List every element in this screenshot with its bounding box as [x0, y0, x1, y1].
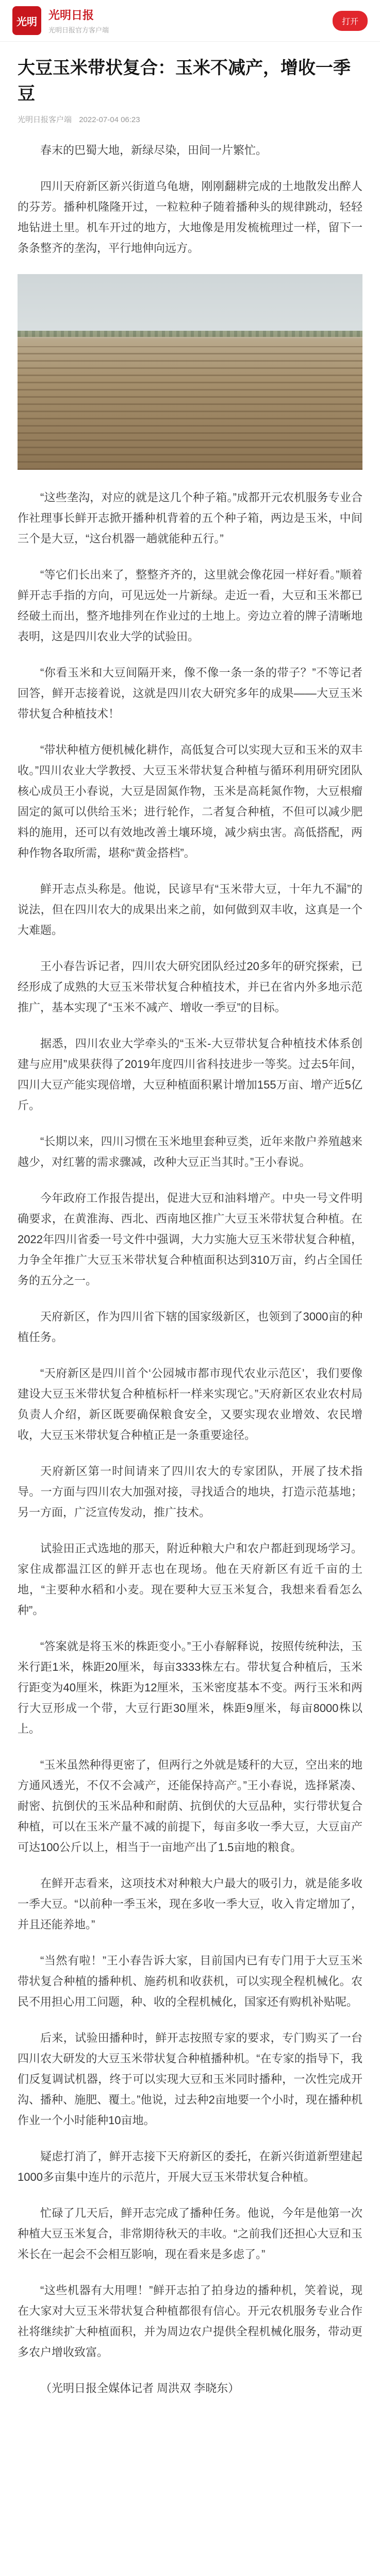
paragraph: 忙碌了几天后，鲜开志完成了播种任务。他说，今年是他第一次种植大豆玉米复合，非常期待秋天的丰收。“之前我们还担心大豆和玉米长在一起会不会相互影响，现在看来是多虑了。” — [18, 2207, 362, 2261]
paragraph: 在鲜开志看来，这项技术对种粮大户最大的吸引力，就是能多收一季大豆。“以前种一季玉米，现在多收一季大豆，收入肯定增加了，并且还能养地。” — [18, 1877, 362, 1931]
app-tagline: 光明日报官方客户端 — [48, 26, 109, 34]
paragraph: （光明日报全媒体记者 周洪双 李晓东） — [40, 2382, 240, 2395]
paragraph: “天府新区是四川首个‘公园城市都市现代农业示范区’，我们要像建设大豆玉米带状复合种植标杆一样来实现它。”天府新区农业农村局负责人介绍，新区既要确保粮食安全，又要实现农业增效、农民增收，大豆玉米带状复合种植正是一条重要途径。 — [18, 1367, 362, 1442]
field-photo — [18, 274, 362, 470]
paragraph: “这些机器有大用哩！”鲜开志拍了拍身边的播种机，笑着说，现在大家对大豆玉米带状复合种植都很有信心。开元农机服务专业合作社将继续扩大种植面积，并为周边农户提供全程机械化服务，带动更多农户增收致富。 — [18, 2284, 362, 2359]
article — [0, 42, 380, 2399]
paragraph: “等它们长出来了，整整齐齐的，这里就会像花园一样好看。”顺着鲜开志手指的方向，可见远处一片新绿。走近一看，大豆和玉米都已经破土而出，整齐地排列在作业过的土地上。旁边立着的牌子清晰地表明，这是四川农业大学的试验田。 — [18, 568, 362, 643]
field-rows — [18, 346, 362, 470]
paragraph: 天府新区第一时间请来了四川农大的专家团队，开展了技术指导。一方面与四川农大加强对接，寻找适合的地块，打造示范基地；另一方面，广泛宣传发动，推广技术。 — [18, 1465, 362, 1519]
paragraph: 王小春告诉记者，四川农大研究团队经过20多年的研究探索，已经形成了成熟的大豆玉米带状复合种植技术，并已在省内外多地示范推广，基本实现了“玉米不减产、增收一季豆”的目标。 — [18, 960, 362, 1014]
app-header — [0, 0, 380, 42]
paragraph: “带状种植方便机械化耕作，高低复合可以实现大豆和玉米的双丰收。”四川农业大学教授、大豆玉米带状复合种植与循环利用研究团队核心成员王小春说，大豆是固氮作物，玉米是高耗氮作物，大豆根瘤固定的氮可以供给玉米；进行轮作，二者复合种植，不但可以减少肥料的施用，还可以有效地改善土壤环境，减少病虫害。高低搭配，两种作物各取所需，堪称“黄金搭档”。 — [18, 743, 362, 859]
article-meta — [18, 114, 362, 125]
tree-line — [18, 331, 362, 337]
paragraph: 后来，试验田播种时，鲜开志按照专家的要求，专门购买了一台四川农大研发的大豆玉米带状复合种植播种机。“在专家的指导下，我们反复调试机器，终于可以实现大豆和玉米同时播种，一次性完成开沟、播种、施肥、覆土。”他说，过去种2亩地要一个小时，现在播种机作业一个小时能种10亩地。 — [18, 2031, 362, 2127]
article-source: 光明日报客户端 — [18, 115, 72, 124]
paragraph: 天府新区，作为四川省下辖的国家级新区，也领到了3000亩的种植任务。 — [18, 1310, 362, 1344]
paragraph: “这些垄沟，对应的就是这几个种子箱。”成都开元农机服务专业合作社理事长鲜开志掀开播种机背着的五个种子箱，两边是玉米，中间三个是大豆，“这台机器一趟就能种五行。” — [18, 491, 362, 545]
paragraph: 据悉，四川农业大学牵头的“玉米-大豆带状复合种植技术体系创建与应用”成果获得了2019年度四川省科技进步一等奖。过去5年间，四川大豆产能实现倍增，大豆种植面积累计增加155万亩、增产近5亿斤。 — [18, 1037, 362, 1112]
paragraph: 春末的巴蜀大地，新绿尽染，田间一片繁忙。 — [40, 144, 268, 157]
article-date: 2022-07-04 06:23 — [79, 115, 140, 124]
paragraph: 疑虑打消了，鲜开志接下天府新区的委托，在新兴街道新塑建起1000多亩集中连片的示范片，开展大豆玉米带状复合种植。 — [18, 2150, 362, 2183]
paragraph: “答案就是将玉米的株距变小。”王小春解释说，按照传统种法，玉米行距1米，株距20厘米，每亩3333株左右。带状复合种植后，玉米行距变为40厘米，株距为12厘米，玉米密度基本不变。两行玉米和两行大豆形成一个带，大豆行距30厘米，株距9厘米，每亩8000株以上。 — [18, 1640, 362, 1735]
paragraph: “当然有啦！”王小春告诉大家，目前国内已有专门用于大豆玉米带状复合种植的播种机、施药机和收获机，可以实现全程机械化。农民不用担心用工问题，种、收的全程机械化，国家还有购机补贴呢。 — [18, 1954, 362, 2008]
app-logo: 光明 — [12, 6, 41, 35]
paragraph: “玉米虽然种得更密了，但两行之外就是矮秆的大豆，空出来的地方通风透光，不仅不会减产，还能保持高产。”王小春说，选择紧凑、耐密、抗倒伏的玉米品种和耐荫、抗倒伏的大豆品种，实行带状复合种植，可以在玉米产量不减的前提下，每亩多收一季大豆，大豆亩产可达100公斤以上，相当于一亩地产出了1.5亩地的粮食。 — [18, 1758, 362, 1854]
paragraph: 四川天府新区新兴街道乌龟塘，刚刚翻耕完成的土地散发出醉人的芬芳。播种机隆隆开过，一粒粒种子随着播种头的规律跳动，轻轻地钻进土里。机车开过的地方，大地像是用发梳梳理过一样，留下一条条整齐的垄沟，平行地伸向远方。 — [18, 180, 362, 255]
article-title: 大豆玉米带状复合：玉米不减产，增收一季豆 — [18, 58, 351, 104]
paragraph: 今年政府工作报告提出，促进大豆和油料增产。中央一号文件明确要求，在黄淮海、西北、西南地区推广大豆玉米带状复合种植。在2022年四川省委一号文件中强调，大力实施大豆玉米带状复合种植，力争全年推广大豆玉米带状复合种植面积达到310万亩，约占全国任务的五分之一。 — [18, 1192, 362, 1287]
paragraph: 鲜开志点头称是。他说，民谚早有“玉米带大豆，十年九不漏”的说法，但在四川农大的成果出来之前，如何做到双丰收，这真是一个大难题。 — [18, 883, 362, 937]
open-app-button[interactable]: 打开 — [333, 11, 368, 31]
paragraph: “长期以来，四川习惯在玉米地里套种豆类，近年来散户养殖越来越少，对红薯的需求骤减，改种大豆正当其时。”王小春说。 — [18, 1135, 362, 1168]
app-info — [48, 7, 109, 35]
paragraph: 试验田正式选地的那天，附近种粮大户和农户都赶到现场学习。家住成都温江区的鲜开志也在现场。他在天府新区有近千亩的土地，“主要种水稻和小麦。现在要种大豆玉米复合，我想来看看怎么种”。 — [18, 1542, 362, 1617]
app-name: 光明日报 — [48, 9, 94, 22]
paragraph: “你看玉米和大豆间隔开来，像不像一条一条的带子？”不等记者回答，鲜开志接着说，这就是四川农大研究多年的成果——大豆玉米带状复合种植技术！ — [18, 666, 362, 720]
